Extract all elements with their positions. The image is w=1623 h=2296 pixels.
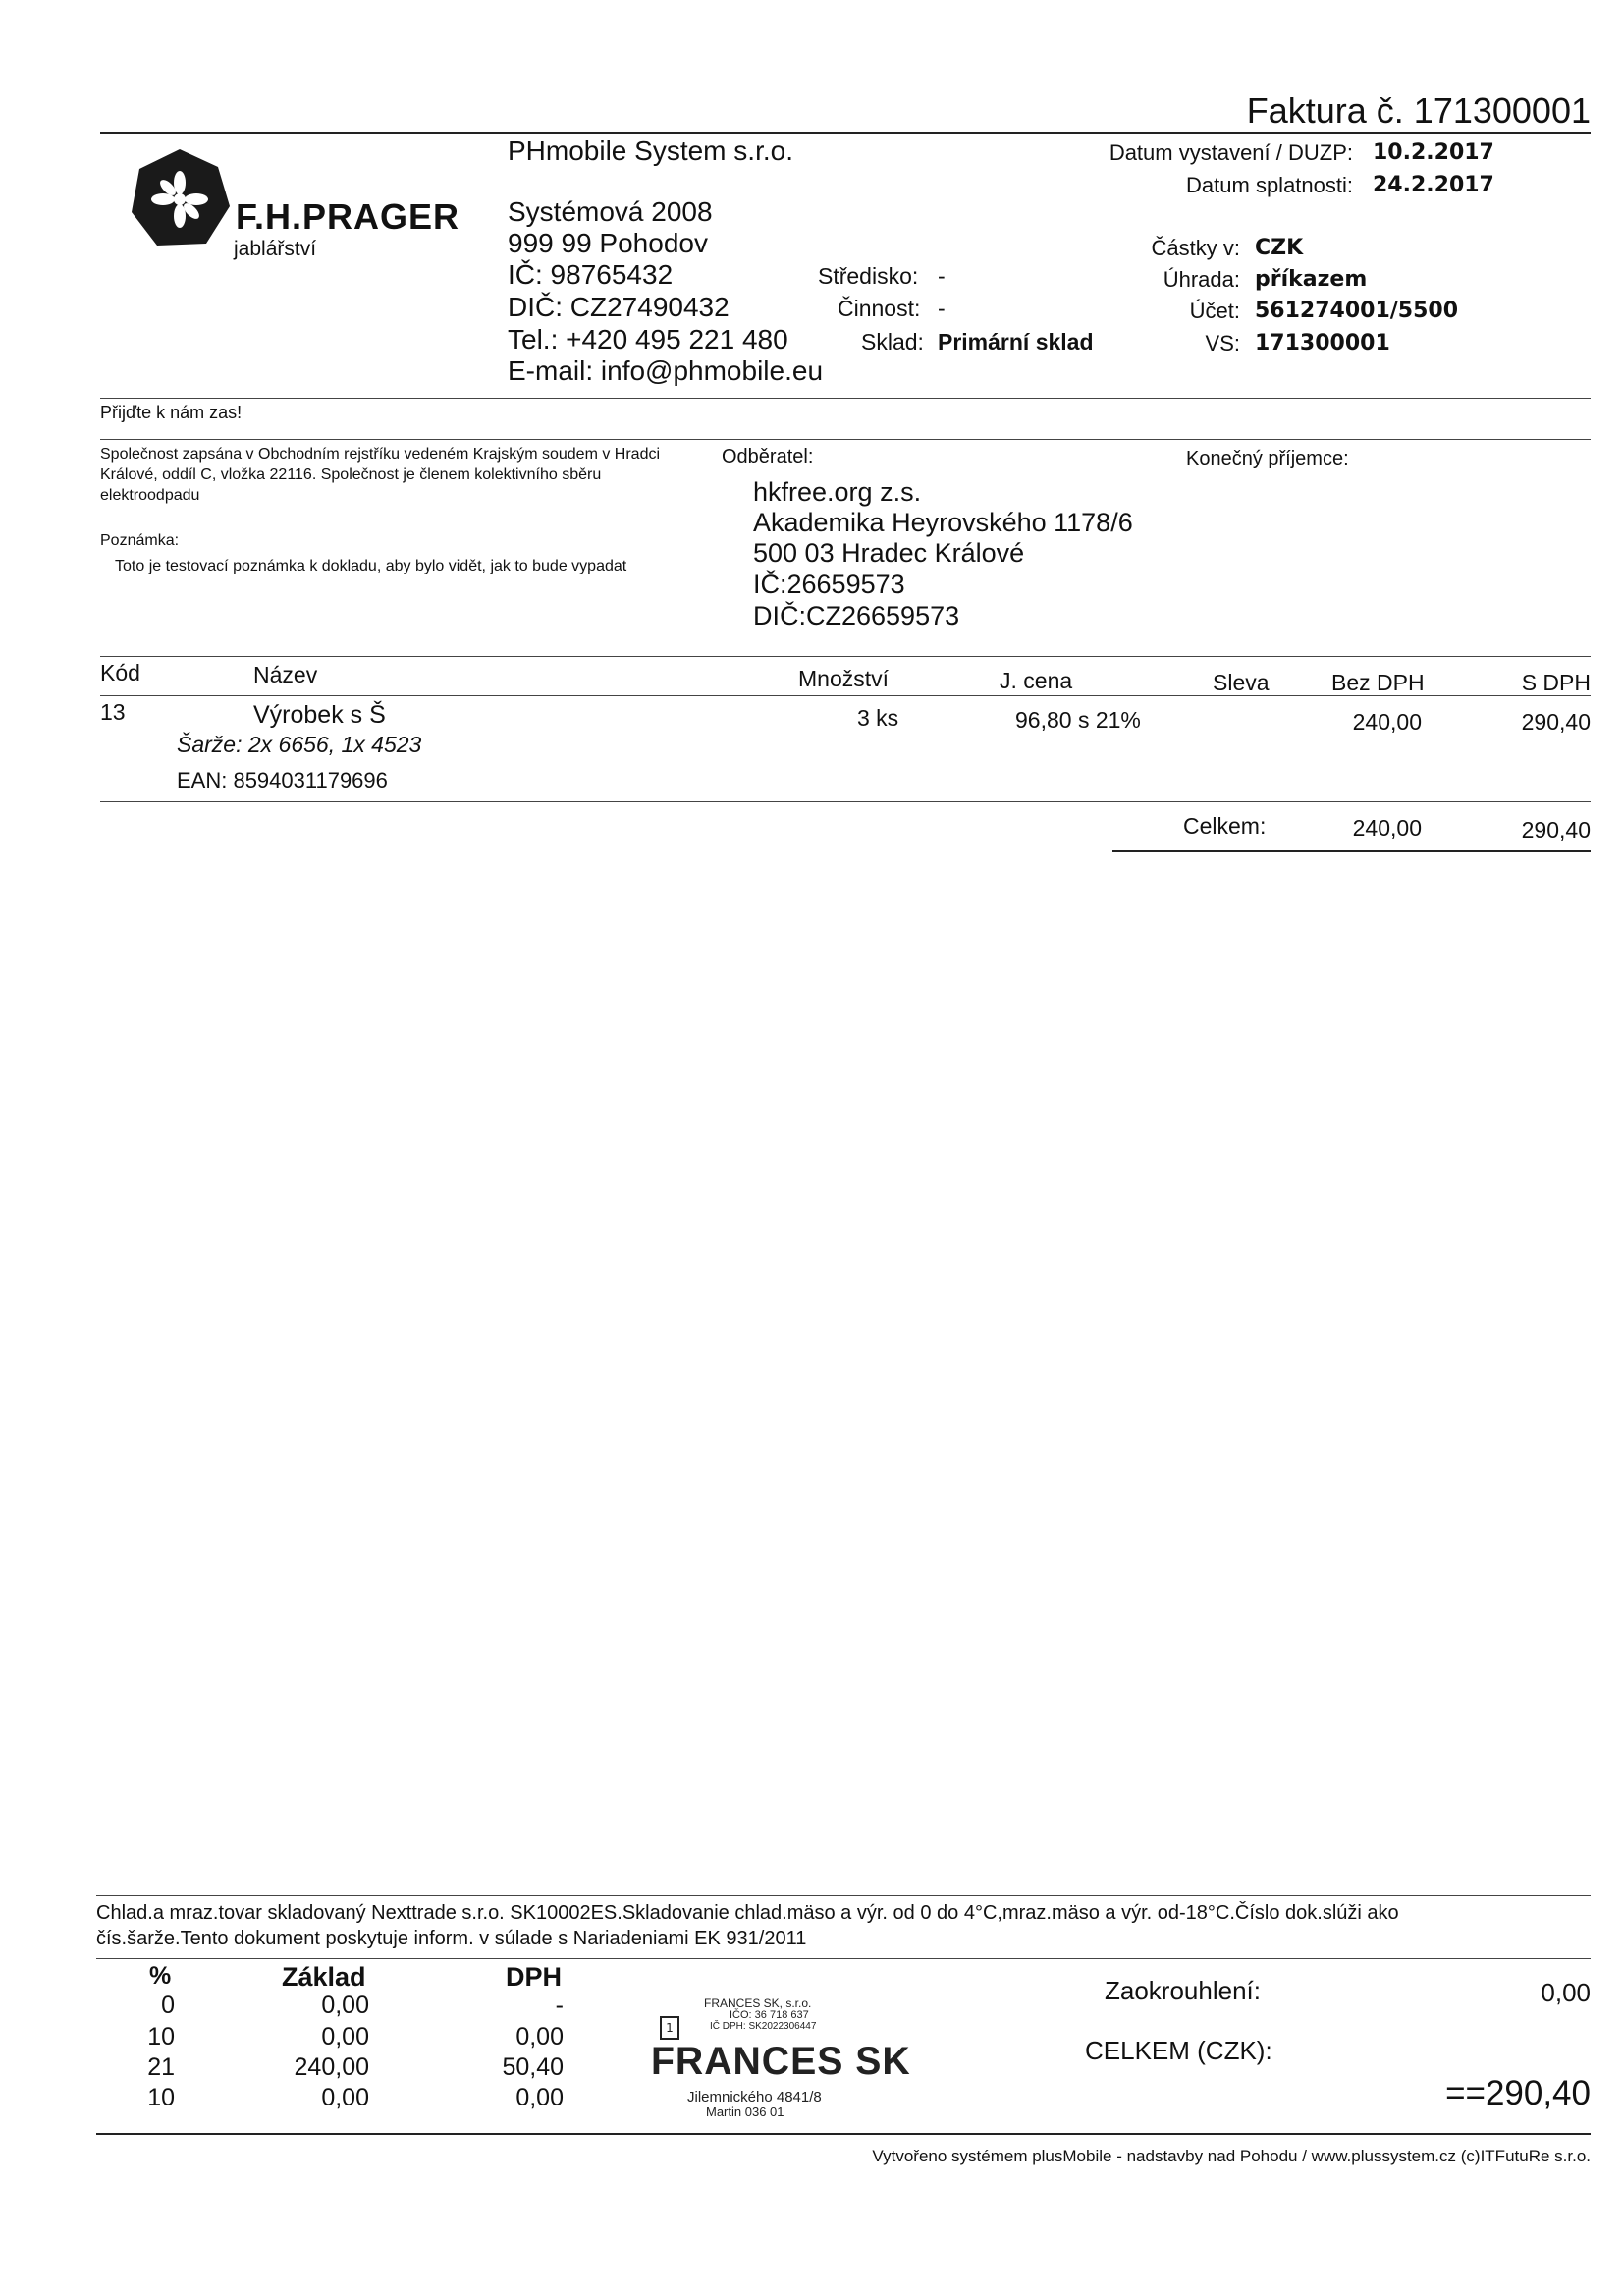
vs-value: 171300001 — [1255, 331, 1390, 355]
currency-label: Částky v: — [1151, 236, 1240, 260]
stamp-brand: FRANCES SK — [651, 2040, 911, 2083]
stamp-addr1: Jilemnického 4841/8 — [687, 2089, 822, 2105]
footer-bottom-rule — [96, 2133, 1591, 2135]
col-net: Bez DPH — [1331, 670, 1425, 695]
flower-logo-icon — [128, 147, 232, 251]
vat-rate-2: 21 — [147, 2053, 175, 2081]
row-name: Výrobek s Š — [253, 701, 386, 729]
supplier-email: E-mail: info@phmobile.eu — [508, 355, 824, 386]
vat-rate-1: 10 — [147, 2023, 175, 2050]
stamp-addr2: Martin 036 01 — [706, 2105, 784, 2119]
items-total-gross: 290,40 — [1521, 817, 1591, 843]
items-total-net: 240,00 — [1352, 815, 1422, 841]
stredisko-label: Středisko: — [818, 263, 919, 289]
slogan-rule — [100, 439, 1591, 440]
logo-brand: F.H.PRAGER — [236, 196, 460, 237]
stamp-line1: FRANCES SK, s.r.o. — [704, 1996, 812, 2010]
issue-label: Datum vystavení / DUZP: — [1109, 140, 1353, 165]
sklad-value: Primární sklad — [938, 329, 1094, 355]
rounding-value: 0,00 — [1541, 1978, 1591, 2007]
customer-street: Akademika Heyrovského 1178/6 — [753, 508, 1133, 537]
cinnost-label: Činnost: — [838, 296, 921, 321]
row-unit: 96,80 s 21% — [1015, 707, 1141, 733]
vat-rate-0: 0 — [161, 1992, 175, 2019]
col-name: Název — [253, 662, 318, 687]
items-total-label: Celkem: — [1183, 813, 1267, 839]
row-batch: Šarže: 2x 6656, 1x 4523 — [177, 732, 422, 757]
payment-label: Úhrada: — [1163, 267, 1240, 292]
vat-top-rule — [96, 1958, 1591, 1959]
vat-base-0: 0,00 — [321, 1992, 369, 2019]
customer-name: hkfree.org z.s. — [753, 477, 922, 507]
grand-total-label: CELKEM (CZK): — [1085, 2036, 1272, 2065]
vat-tax-1: 0,00 — [515, 2023, 564, 2050]
account-label: Účet: — [1189, 299, 1240, 323]
vat-tax-0: - — [555, 1992, 564, 2019]
payment-value: příkazem — [1255, 267, 1368, 292]
vat-col-base: Základ — [282, 1962, 366, 1992]
supplier-tel: Tel.: +420 495 221 480 — [508, 324, 788, 355]
logo-sub: jablářství — [234, 238, 317, 260]
vat-base-1: 0,00 — [321, 2023, 369, 2050]
company-stamp — [643, 1996, 923, 2119]
customer-city: 500 03 Hradec Králové — [753, 538, 1025, 568]
note-label: Poznámka: — [100, 532, 180, 549]
supplier-dic: DIČ: CZ27490432 — [508, 292, 730, 322]
vat-tax-3: 0,00 — [515, 2084, 564, 2111]
account-value: 561274001/5500 — [1255, 299, 1459, 323]
items-bottom-rule — [100, 801, 1591, 802]
due-label: Datum splatnosti: — [1186, 173, 1353, 197]
items-header-rule — [100, 695, 1591, 696]
footer-top-rule — [96, 1895, 1591, 1896]
vat-col-tax: DPH — [506, 1962, 563, 1992]
row-code: 13 — [100, 699, 126, 725]
invoice-title: Faktura č. 171300001 — [1246, 90, 1591, 131]
sklad-label: Sklad: — [861, 329, 924, 355]
rounding-label: Zaokrouhlení: — [1105, 1976, 1261, 2005]
customer-ic: IČ:26659573 — [753, 570, 905, 599]
vs-label: VS: — [1205, 331, 1240, 355]
col-unit: J. cena — [1000, 668, 1073, 693]
customer-label: Odběratel: — [722, 446, 814, 467]
footer-note: Chlad.a mraz.tovar skladovaný Nexttrade s.r.o. SK10002ES.Skladovanie chlad.mäso a výr. od 0 do 4°C,mraz.mäso a výr. od-18°C.Číslo dok.slúži ako čís.šarže.Tento dokument poskytuje inform. v súlade s Nariadeniami EK 931/2011 — [96, 1902, 1399, 1949]
stamp-line3: IČ DPH: SK2022306447 — [710, 2021, 817, 2032]
info-rule — [100, 398, 1591, 399]
vat-rate-3: 10 — [147, 2084, 175, 2111]
supplier-city: 999 99 Pohodov — [508, 228, 708, 258]
supplier-ic: IČ: 98765432 — [508, 259, 674, 290]
generated-by: Vytvořeno systémem plusMobile - nadstavby nad Pohodu / www.plussystem.cz (c)ITFutuRe s.r.o. — [872, 2147, 1591, 2165]
stamp-line2: IČO: 36 718 637 — [730, 2009, 809, 2021]
col-discount: Sleva — [1213, 670, 1270, 695]
registry-text: Společnost zapsána v Obchodním rejstříku vedeném Krajským soudem v Hradci Králové, oddíl C, vložka 22116. Společnost je členem kolektivního sběru elektroodpadu — [100, 446, 661, 504]
header-rule — [100, 132, 1591, 134]
vat-base-2: 240,00 — [294, 2053, 369, 2081]
final-recipient-label: Konečný příjemce: — [1186, 448, 1349, 469]
col-code: Kód — [100, 660, 140, 685]
slogan: Přijďte k nám zas! — [100, 403, 243, 422]
issue-value: 10.2.2017 — [1373, 140, 1494, 165]
customer-dic: DIČ:CZ26659573 — [753, 601, 960, 630]
vat-base-3: 0,00 — [321, 2084, 369, 2111]
vat-tax-2: 50,40 — [502, 2053, 564, 2081]
row-ean: EAN: 8594031179696 — [177, 768, 388, 793]
stamp-box-icon: 1 — [660, 2016, 679, 2040]
col-gross: S DPH — [1521, 670, 1591, 695]
supplier-name: PHmobile System s.r.o. — [508, 136, 793, 166]
row-gross: 290,40 — [1521, 709, 1591, 735]
items-top-rule — [100, 656, 1591, 657]
grand-total-value: ==290,40 — [1445, 2074, 1591, 2112]
due-value: 24.2.2017 — [1373, 173, 1494, 197]
currency-value: CZK — [1255, 236, 1304, 260]
col-qty: Množství — [798, 666, 890, 691]
note-text: Toto je testovací poznámka k dokladu, aby bylo vidět, jak to bude vypadat — [115, 558, 627, 574]
company-logo — [128, 147, 232, 251]
supplier-street: Systémová 2008 — [508, 196, 713, 227]
row-qty: 3 ks — [857, 705, 899, 731]
stredisko-value: - — [938, 263, 946, 289]
items-total-rule — [1112, 850, 1591, 852]
cinnost-value: - — [938, 296, 946, 321]
vat-col-rate: % — [149, 1962, 172, 1990]
row-net: 240,00 — [1352, 709, 1422, 735]
